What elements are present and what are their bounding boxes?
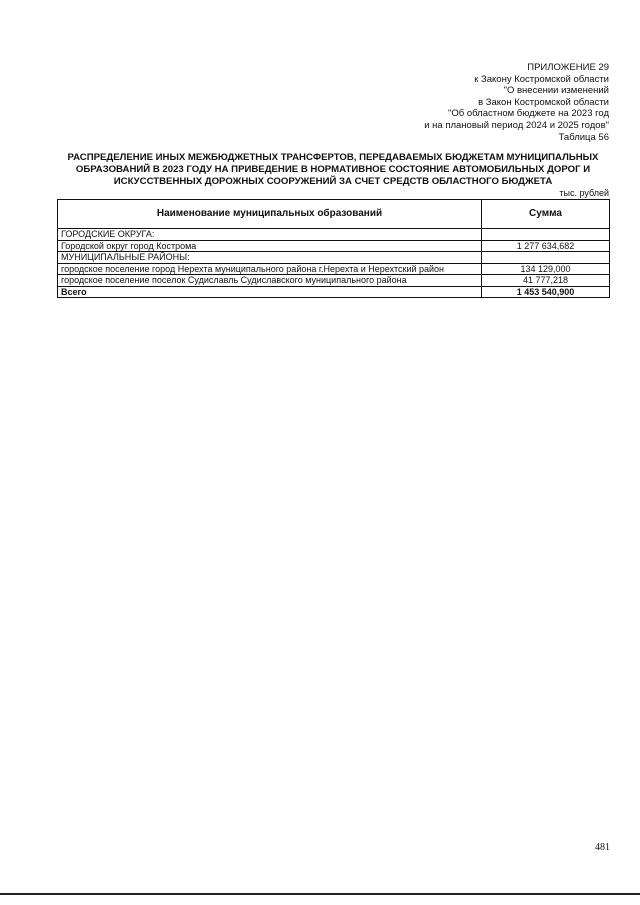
table-row — [58, 229, 610, 241]
law-amendment-line: "О внесении изменений — [503, 85, 609, 97]
title-line: ИСКУССТВЕННЫХ ДОРОЖНЫХ СООРУЖЕНИЙ ЗА СЧЕТ СРЕДСТВ ОБЛАСТНОГО БЮДЖЕТА — [113, 176, 553, 188]
municipality-name-cell: МУНИЦИПАЛЬНЫЕ РАЙОНЫ: — [58, 252, 482, 264]
budget-law-title-line: "Об областном бюджете на 2023 год — [448, 108, 609, 120]
total-label-cell: Всего — [58, 286, 482, 298]
sum-cell — [482, 229, 610, 241]
municipality-name-cell: Городской округ город Кострома — [58, 240, 482, 252]
sum-cell: 134 129,000 — [482, 263, 610, 275]
appendix-number: ПРИЛОЖЕНИЕ 29 — [527, 62, 609, 73]
sum-cell: 1 277 634,682 — [482, 240, 610, 252]
appendix-header — [289, 62, 609, 143]
table-row — [58, 275, 610, 287]
planning-period-line: и на плановый период 2024 и 2025 годов" — [424, 119, 609, 131]
transfers-table — [57, 199, 610, 298]
table-row — [58, 240, 610, 252]
municipality-name-cell: ГОРОДСКИЕ ОКРУГА: — [58, 229, 482, 241]
page-number: 481 — [595, 842, 610, 853]
table-total-row — [58, 286, 610, 298]
total-sum-cell: 1 453 540,900 — [482, 286, 610, 298]
title-line: ОБРАЗОВАНИЙ В 2023 ГОДУ НА ПРИВЕДЕНИЕ В НОРМАТИВНОЕ СОСТОЯНИЕ АВТОМОБИЛЬНЫХ ДОРОГ И — [75, 164, 591, 176]
units-label: тыс. рублей — [559, 188, 609, 198]
header-municipality-name: Наименование муниципальных образований — [58, 200, 482, 229]
law-reference: к Закону Костромской области — [474, 73, 609, 85]
title-line: РАСПРЕДЕЛЕНИЕ ИНЫХ МЕЖБЮДЖЕТНЫХ ТРАНСФЕРТОВ, ПЕРЕДАВАЕМЫХ БЮДЖЕТАМ МУНИЦИПАЛЬНЫХ — [67, 152, 599, 163]
table-number: Таблица 56 — [558, 131, 609, 143]
sum-cell — [482, 252, 610, 264]
municipality-name-cell: городское поселение поселок Судиславль Судиславского муниципального района — [58, 275, 482, 287]
table-row — [58, 252, 610, 264]
document-title — [58, 152, 608, 189]
table-header-row — [58, 200, 610, 229]
header-sum: Сумма — [482, 200, 610, 229]
scan-bottom-border — [0, 893, 640, 895]
law-name-line: в Закон Костромской области — [478, 96, 609, 108]
municipality-name-cell: городское поселение город Нерехта муниципального района г.Нерехта и Нерехтский район — [58, 263, 482, 275]
table-row — [58, 263, 610, 275]
sum-cell: 41 777,218 — [482, 275, 610, 287]
